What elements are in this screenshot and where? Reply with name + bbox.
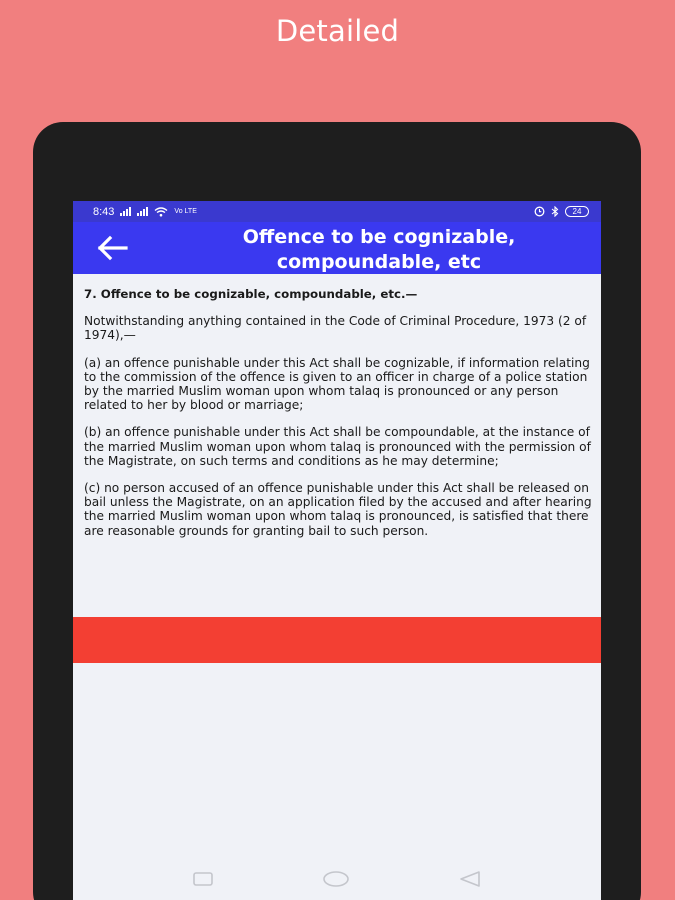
app-bar-title: Offence to be cognizable, compoundable, etc (242, 226, 516, 273)
home-circle-icon[interactable] (322, 870, 350, 888)
alarm-icon (534, 206, 545, 217)
wifi-icon (154, 207, 168, 217)
battery-icon: 24 (565, 206, 589, 217)
promo-title: Detailed (275, 14, 400, 48)
back-arrow-icon[interactable] (95, 235, 129, 261)
signal-icon (120, 207, 131, 216)
volte-label: Vo LTE (174, 208, 197, 215)
paragraph-a: (a) an offence punishable under this Act shall be cognizable, if information relating to the commission of the offence is given to an officer in charge of a police station by the married Muslim woman upon whom talaq is pronounced or any person related to her by blood or marriage; (84, 355, 590, 413)
status-time: 8:43 (93, 205, 115, 218)
paragraph-intro: Notwithstanding anything contained in the Code of Criminal Procedure, 1973 (2 of 1974),— (84, 314, 587, 343)
signal-icon-2 (137, 207, 148, 216)
paragraph-c: (c) no person accused of an offence punishable under this Act shall be released on bail unless the Magistrate, on an application filed by the accused and after hearing the married Muslim woman upon whom talaq is pronounced, is satisfied that there are reasonable grounds for granting bail to such person. (84, 481, 592, 538)
bluetooth-icon (551, 206, 559, 217)
back-triangle-icon[interactable] (458, 870, 482, 888)
recents-square-icon[interactable] (192, 871, 214, 887)
navigation-bar (73, 857, 601, 900)
phone-screen (73, 201, 601, 900)
section-heading: 7. Offence to be cognizable, compoundable, etc.— (84, 287, 418, 301)
app-bar (73, 222, 601, 274)
paragraph-b: (b) an offence punishable under this Act shall be compoundable, at the instance of the married Muslim woman upon whom talaq is pronounced with the permission of the Magistrate, on such terms and conditions as he may determine; (84, 425, 591, 468)
status-bar (73, 201, 601, 222)
act-content (84, 287, 594, 551)
ad-banner[interactable] (73, 617, 601, 663)
